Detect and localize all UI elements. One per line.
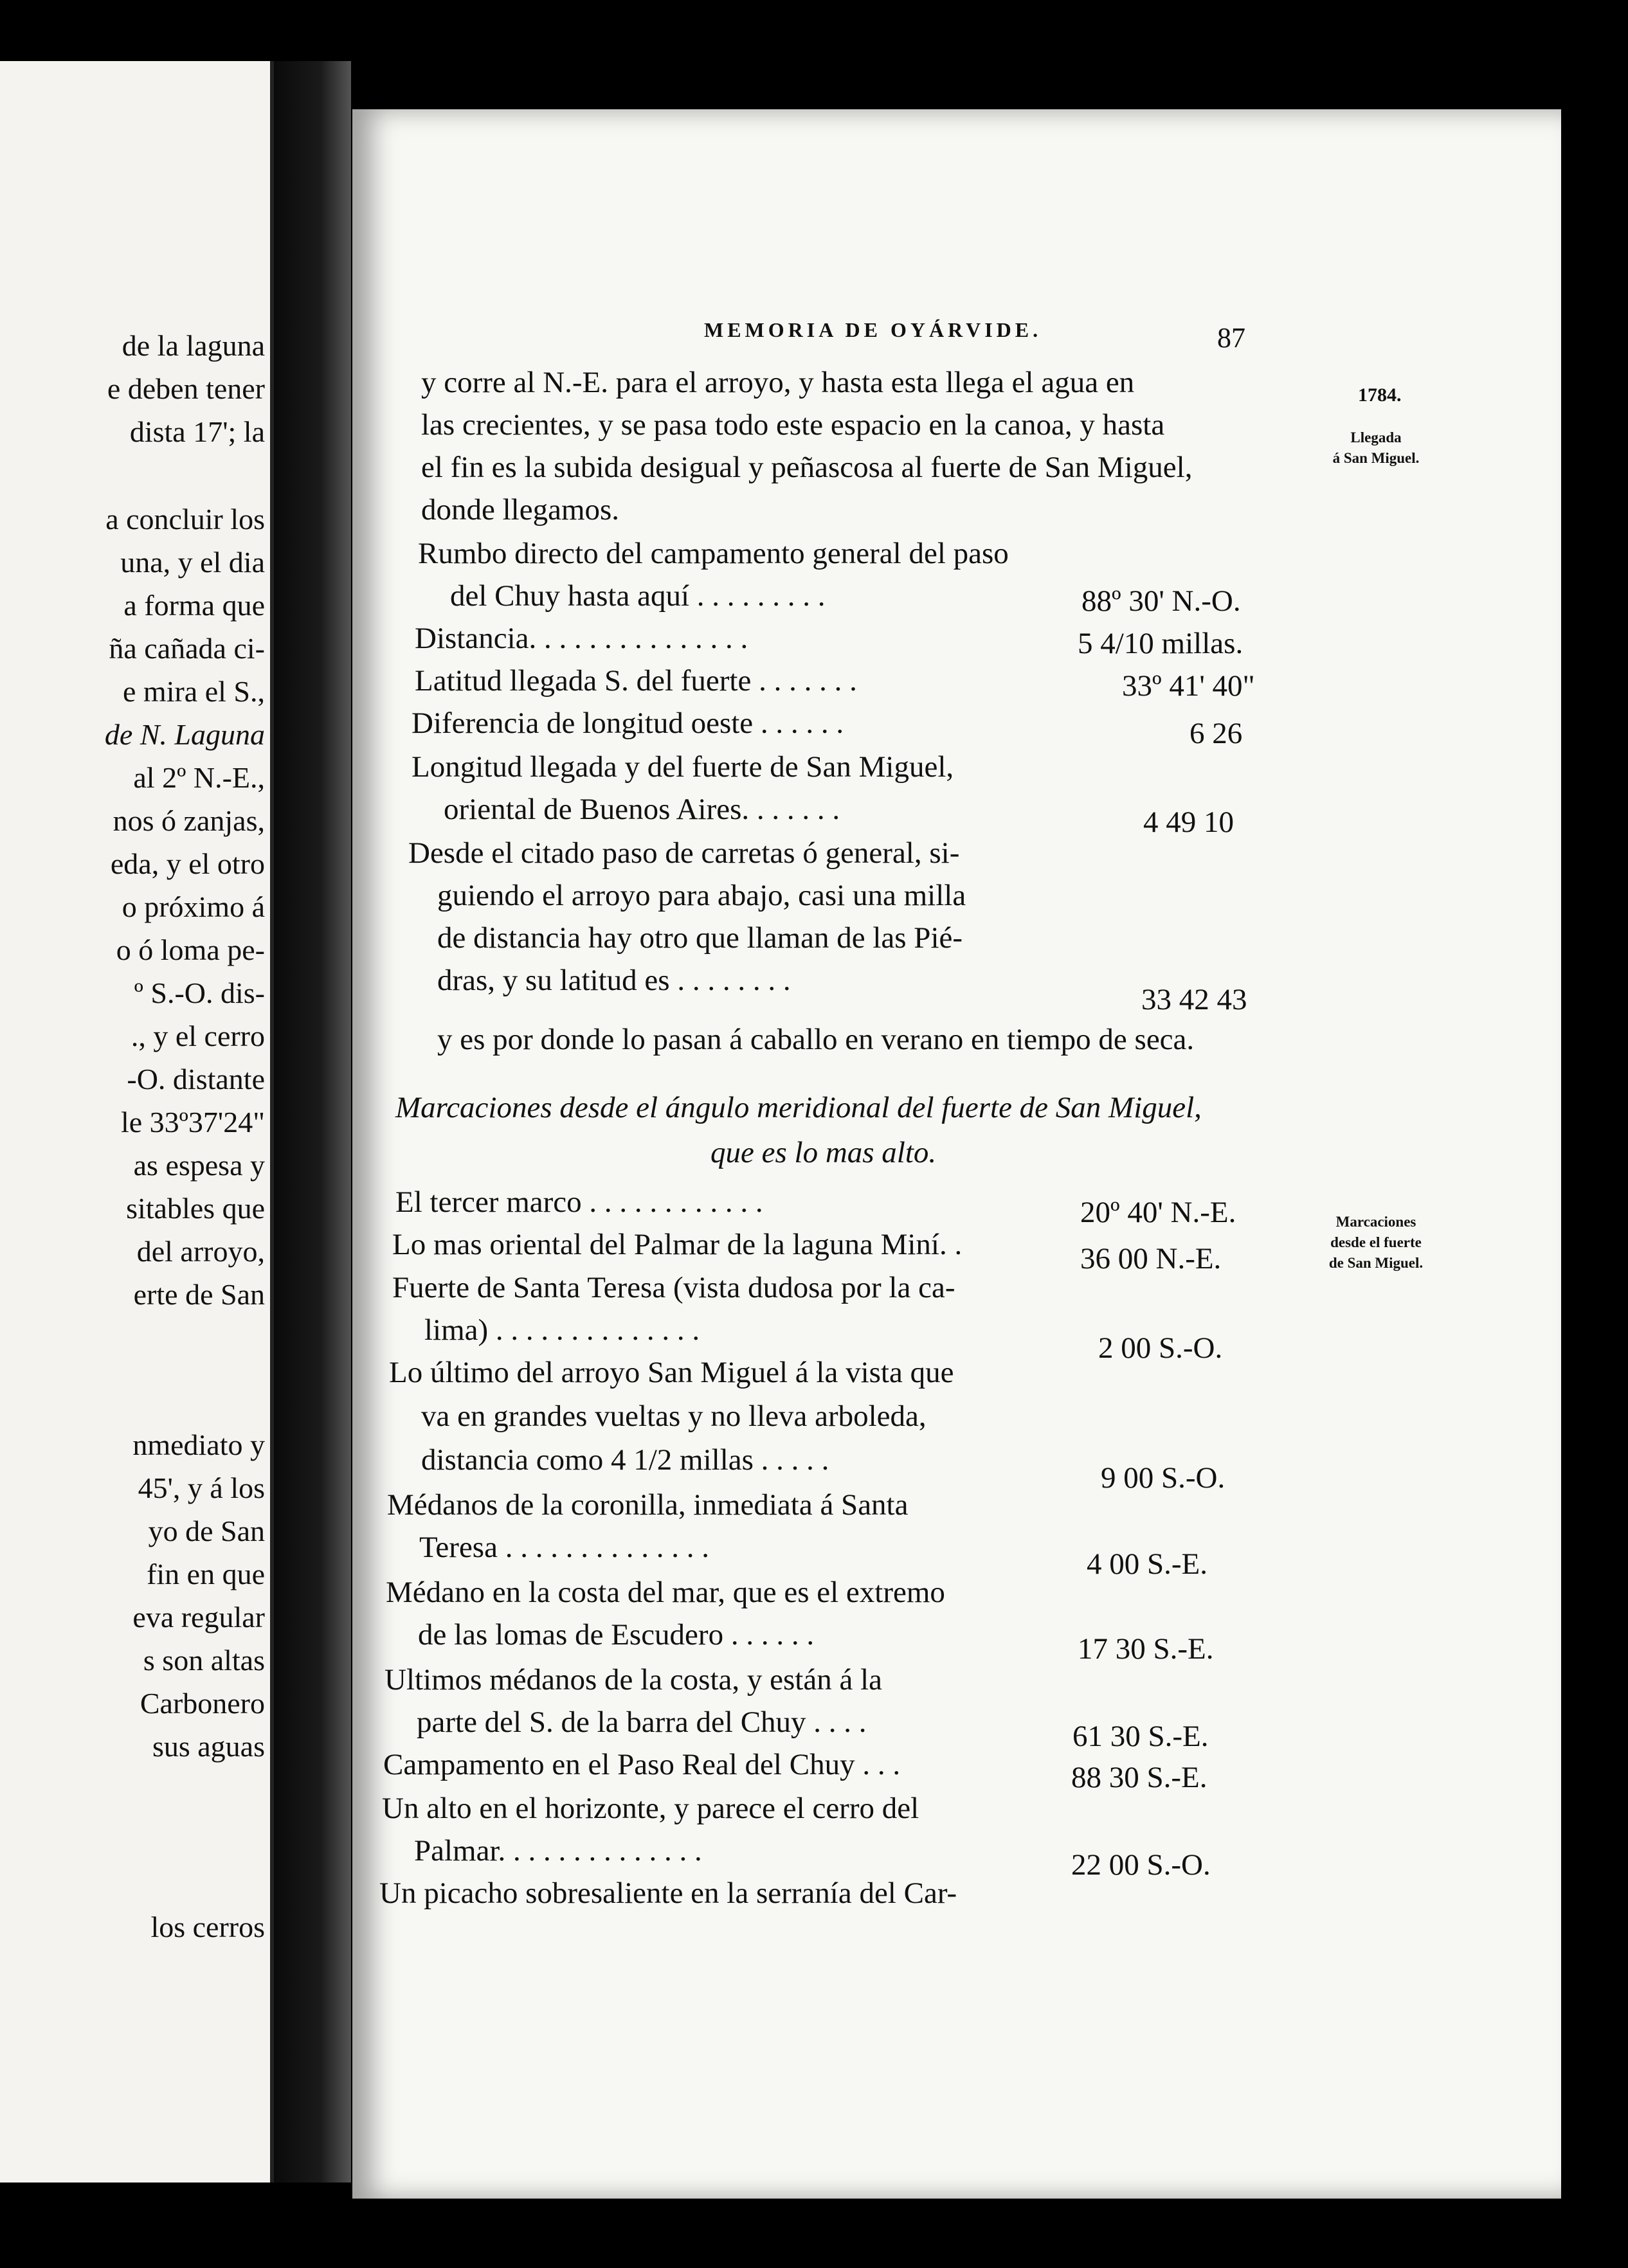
- value-cell: 4 49 10: [1143, 806, 1234, 839]
- text-line: El tercer marco . . . . . . . . . . . .: [395, 1185, 763, 1219]
- left-page-line: fin en que: [147, 1558, 265, 1590]
- text-line: lima) . . . . . . . . . . . . . .: [424, 1313, 700, 1347]
- left-page-line: o próximo á: [122, 890, 265, 923]
- text-line: guiendo el arroyo para abajo, casi una milla: [437, 879, 966, 912]
- margin-note-line: á San Miguel.: [1332, 450, 1420, 467]
- left-page-line: s son altas: [143, 1644, 265, 1677]
- page-number: 87: [1217, 322, 1245, 354]
- text-line: Lo último del arroyo San Miguel á la vista que: [389, 1356, 954, 1389]
- text-line: y corre al N.-E. para el arroyo, y hasta esta llega el agua en: [421, 366, 1135, 399]
- left-page-line: sus aguas: [152, 1730, 265, 1763]
- value-cell: 17 30 S.-E.: [1078, 1632, 1214, 1666]
- text-line: parte del S. de la barra del Chuy . . . .: [417, 1706, 867, 1739]
- value-cell: 33º 41' 40": [1122, 669, 1255, 703]
- left-page-line: º S.-O. dis-: [134, 977, 265, 1009]
- margin-note-arrival: [1325, 428, 1427, 469]
- text-line: Lo mas oriental del Palmar de la laguna Miní. .: [392, 1228, 963, 1261]
- margin-note-line: de San Miguel.: [1328, 1255, 1424, 1272]
- left-page-line: a forma que: [123, 589, 265, 622]
- text-line: Latitud llegada S. del fuerte . . . . . . .: [415, 664, 857, 698]
- margin-year: 1784.: [1358, 384, 1402, 406]
- value-cell: 20º 40' N.-E.: [1080, 1196, 1236, 1229]
- left-page-line: a concluir los: [105, 503, 265, 536]
- value-cell: 33 42 43: [1141, 983, 1247, 1016]
- left-page-line: del arroyo,: [136, 1235, 265, 1268]
- left-page-line: 45', y á los: [138, 1472, 265, 1504]
- value-cell: 61 30 S.-E.: [1072, 1720, 1209, 1753]
- left-page-line: dista 17'; la: [129, 415, 265, 448]
- left-page-line: le 33º37'24": [120, 1106, 265, 1138]
- value-cell: 36 00 N.-E.: [1080, 1242, 1222, 1275]
- left-page-line: los cerros: [150, 1911, 265, 1943]
- text-line: Desde el citado paso de carretas ó general, si-: [408, 836, 960, 870]
- text-line: y es por donde lo pasan á caballo en verano en tiempo de seca.: [437, 1023, 1195, 1056]
- text-line: Médanos de la coronilla, inmediata á Santa: [387, 1488, 909, 1522]
- value-cell: 88º 30' N.-O.: [1081, 584, 1241, 618]
- value-cell: 22 00 S.-O.: [1071, 1848, 1211, 1882]
- text-line: Campamento en el Paso Real del Chuy . . .: [383, 1748, 901, 1781]
- left-page-line: as espesa y: [133, 1149, 265, 1182]
- left-page-line: erte de San: [133, 1278, 265, 1311]
- value-cell: 4 00 S.-E.: [1087, 1547, 1207, 1581]
- text-line: las crecientes, y se pasa todo este espacio en la canoa, y hasta: [421, 408, 1165, 442]
- value-cell: 2 00 S.-O.: [1098, 1331, 1223, 1365]
- left-page-line: e deben tener: [107, 372, 265, 405]
- value-cell: 5 4/10 millas.: [1078, 627, 1244, 660]
- text-line: Rumbo directo del campamento general del paso: [418, 537, 1009, 570]
- text-line: Ultimos médanos de la costa, y están á la: [384, 1663, 882, 1697]
- text-line: Fuerte de Santa Teresa (vista dudosa por la ca-: [392, 1271, 955, 1304]
- margin-note-line: Marcaciones: [1335, 1214, 1416, 1230]
- running-head: MEMORIA DE OYÁRVIDE.: [704, 318, 1042, 341]
- left-page-line: nmediato y: [132, 1428, 265, 1461]
- text-line: Distancia. . . . . . . . . . . . . . .: [415, 622, 748, 655]
- text-line: Un alto en el horizonte, y parece el cerro del: [382, 1792, 919, 1825]
- text-line: Médano en la costa del mar, que es el extremo: [386, 1576, 945, 1609]
- text-line: donde llegamos.: [421, 493, 620, 526]
- text-line: oriental de Buenos Aires. . . . . . .: [444, 793, 840, 826]
- left-page-line: -O. distante: [127, 1063, 265, 1095]
- text-line: Un picacho sobresaliente en la serranía del Car-: [379, 1877, 957, 1910]
- text-line: Teresa . . . . . . . . . . . . . .: [419, 1531, 709, 1564]
- value-cell: 88 30 S.-E.: [1071, 1761, 1207, 1794]
- text-line: Diferencia de longitud oeste . . . . . .: [412, 706, 844, 740]
- left-page-line: yo de San: [148, 1515, 265, 1547]
- text-line: el fin es la subida desigual y peñascosa al fuerte de San Miguel,: [421, 451, 1193, 484]
- section-heading: Marcaciones desde el ángulo meridional del fuerte de San Miguel,: [395, 1091, 1202, 1124]
- left-page-line: o ó loma pe-: [116, 933, 265, 966]
- left-page-line: e mira el S.,: [123, 675, 265, 708]
- left-page-line: eda, y el otro: [110, 847, 265, 880]
- text-line: de distancia hay otro que llaman de las Pié-: [437, 921, 963, 955]
- left-page-line: Carbonero: [140, 1687, 265, 1720]
- value-cell: 9 00 S.-O.: [1101, 1461, 1226, 1495]
- left-page-line: ., y el cerro: [131, 1020, 265, 1052]
- left-page-line: al 2º N.-E.,: [133, 761, 265, 794]
- left-page: [0, 61, 274, 2182]
- value-cell: 6 26: [1189, 717, 1243, 750]
- text-line: de las lomas de Escudero . . . . . .: [418, 1618, 815, 1652]
- book-gutter: [274, 61, 351, 2182]
- section-heading: que es lo mas alto.: [710, 1136, 937, 1169]
- margin-note-line: desde el fuerte: [1330, 1234, 1422, 1251]
- margin-note-line: Llegada: [1350, 429, 1402, 446]
- text-line: distancia como 4 1/2 millas . . . . .: [421, 1443, 829, 1477]
- left-page-line: de la laguna: [122, 329, 265, 362]
- left-page-line: nos ó zanjas,: [113, 804, 265, 837]
- text-line: Longitud llegada y del fuerte de San Miguel,: [412, 750, 954, 784]
- text-line: Palmar. . . . . . . . . . . . . .: [414, 1834, 702, 1868]
- left-page-line: ña cañada ci-: [109, 632, 265, 665]
- left-page-line: sitables que: [126, 1192, 265, 1225]
- text-line: dras, y su latitud es . . . . . . . .: [437, 964, 791, 997]
- left-page-line: eva regular: [132, 1601, 265, 1634]
- left-page-line: una, y el dia: [120, 546, 265, 579]
- text-line: va en grandes vueltas y no lleva arboleda,: [421, 1400, 927, 1433]
- margin-note-bearings: [1299, 1212, 1453, 1274]
- text-line: del Chuy hasta aquí . . . . . . . . .: [450, 579, 826, 613]
- left-page-line: de N. Laguna: [104, 718, 265, 751]
